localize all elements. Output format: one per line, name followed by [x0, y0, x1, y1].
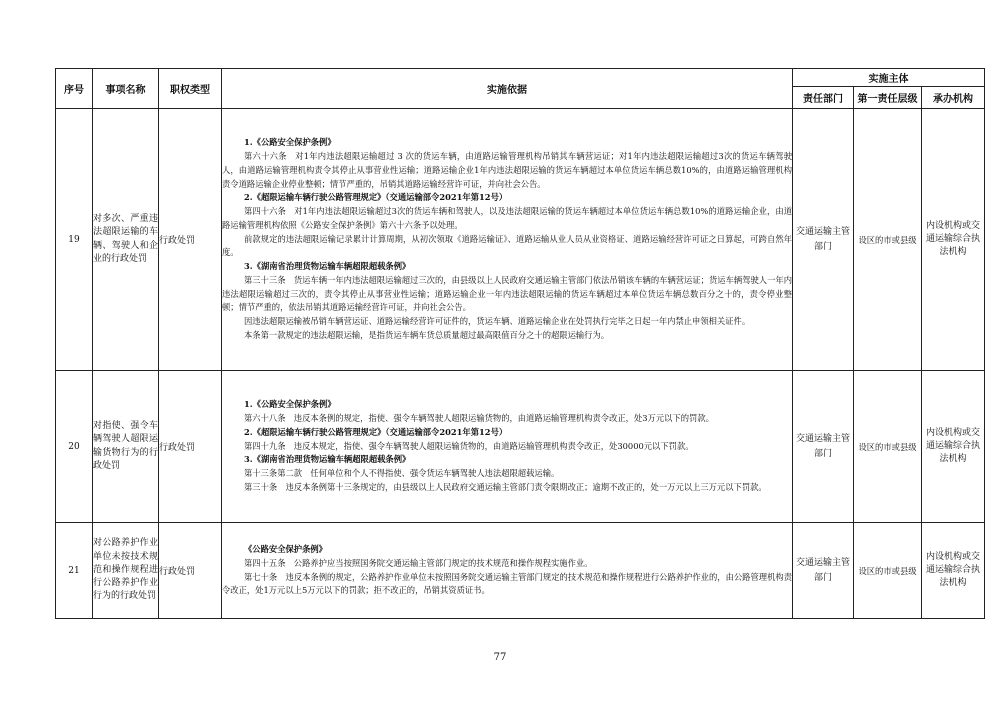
row-org: 内设机构或交通运输综合执法机构 — [922, 523, 985, 619]
table-row — [56, 523, 985, 619]
row-dept: 交通运输主管部门 — [793, 371, 854, 523]
basis-article: 第六十八条 违反本条例的规定，指使、强令车辆驾驶人超限运输货物的，由道路运输管理机构责令改正，处3万元以下的罚款。 — [244, 413, 714, 424]
basis-article: 第三十条 违反本条例第十三条规定的，由县级以上人民政府交通运输主管部门责令限期改正；逾期不改正的，处一万元以上三万元以下罚款。 — [244, 481, 767, 492]
row-name: 对多次、严重违法超限运输的车辆、驾驶人和企业的行政处罚 — [93, 109, 159, 371]
basis-article: 前款规定的违法超限运输记录累计计算周期，从初次领取《道路运输证》、道路运输从业人员从业资格证、道路运输经营许可证之日算起，可跨自然年度。 — [222, 233, 792, 258]
row-level: 设区的市或县级 — [854, 109, 922, 371]
header-name: 事项名称 — [93, 69, 159, 109]
basis-article: 第十三条第二款 任何单位和个人不得指使、强令货运车辆驾驶人违法超限超载运输。 — [244, 468, 560, 479]
basis-law-title: 1.《公路安全保护条例》 — [244, 137, 336, 148]
header-basis: 实施依据 — [222, 69, 793, 109]
row-seq: 21 — [56, 523, 93, 619]
row-seq: 20 — [56, 371, 93, 523]
header-dept: 责任部门 — [793, 87, 854, 109]
page-number: 77 — [493, 652, 507, 663]
basis-article: 第四十六条 对1年内违法超限运输超过3次的货运车辆和驾驶人，以及违法超限运输的货运车辆超过本单位货运车辆总数10%的道路运输企业，由道路运输管理机构依照《公路安全保护条例》第六十六条予以处理。 — [222, 206, 792, 230]
basis-law-title: 《公路安全保护条例》 — [244, 544, 327, 554]
row-seq: 19 — [56, 109, 93, 371]
authority-table — [55, 68, 985, 619]
header-org: 承办机构 — [922, 87, 985, 109]
basis-law-title: 1.《公路安全保护条例》 — [244, 399, 336, 410]
row-level: 设区的市或县级 — [854, 371, 922, 523]
basis-article: 第三十三条 货运车辆一年内违法超限运输超过三次的，由县级以上人民政府交通运输主管部门依法吊销该车辆的车辆营运证；货运车辆驾驶人一年内违法超限运输超过三次的，责令其停止从事营业性运输；道路运输企业一年内违法超限运输的货运车辆超过本单位货运车辆总数百分之十的，责令停业整顿；情节严重的，依法吊销其道路运输经营许可证，并向社会公告。 — [222, 274, 792, 313]
basis-article: 第七十条 违反本条例的规定，公路养护作业单位未按照国务院交通运输主管部门规定的技术规范和操作规程进行公路养护作业的，由公路管理机构责令改正，处1万元以上5万元以下的罚款；拒不改正的，吊销其资质证书。 — [222, 571, 792, 596]
table-row — [56, 109, 985, 371]
row-type: 行政处罚 — [159, 371, 222, 523]
basis-article: 第四十五条 公路养护应当按照国务院交通运输主管部门规定的技术规范和操作规程实施作业。 — [244, 557, 593, 568]
basis-law-title: 2.《超限运输车辆行驶公路管理规定》（交通运输部令2021年第12号） — [244, 426, 508, 437]
row-dept: 交通运输主管部门 — [793, 109, 854, 371]
basis-law-title: 3.《湖南省治理货物运输车辆超限超载条例》 — [244, 454, 411, 465]
row-dept: 交通运输主管部门 — [793, 523, 854, 619]
header-level: 第一责任层级 — [854, 87, 922, 109]
table-row — [56, 371, 985, 523]
row-org: 内设机构或交通运输综合执法机构 — [922, 109, 985, 371]
row-org: 内设机构或交通运输综合执法机构 — [922, 371, 985, 523]
row-basis — [222, 523, 793, 619]
basis-article: 本条第一款规定的违法超限运输，是指货运车辆车货总质量超过最高限值百分之十的超限运输行为。 — [244, 329, 610, 340]
row-name: 对公路养护作业单位未按技术规范和操作规程进行公路养护作业行为的行政处罚 — [93, 523, 159, 619]
header-seq: 序号 — [56, 69, 93, 109]
row-type: 行政处罚 — [159, 523, 222, 619]
basis-law-title: 2.《超限运输车辆行驶公路管理规定》（交通运输部令2021年第12号） — [244, 192, 508, 203]
row-basis — [222, 371, 793, 523]
basis-law-title: 3.《湖南省治理货物运输车辆超限超载条例》 — [244, 261, 411, 272]
row-basis — [222, 109, 793, 371]
row-type: 行政处罚 — [159, 109, 222, 371]
table-body — [56, 109, 985, 619]
header-subject: 实施主体 — [793, 69, 985, 87]
basis-article: 第四十九条 违反本规定，指使、强令车辆驾驶人超限运输货物的，由道路运输管理机构责令改正，处30000元以下罚款。 — [244, 440, 694, 451]
basis-article: 第六十六条 对1年内违法超限运输超过 3 次的货运车辆，由道路运输管理机构吊销其车辆营运证；对1年内违法超限运输超过3次的货运车辆驾驶人，由道路运输管理机构责令其停止从事营业性运输；道路运输企业1年内违法超限运输的货运车辆超过本单位货运车辆总数10%的，由道路运输管理机构责令道路运输企业停业整顿；情节严重的，吊销其道路运输经营许可证，并向社会公告。 — [222, 151, 792, 189]
row-name: 对指使、强令车辆驾驶人超限运输货物行为的行政处罚 — [93, 371, 159, 523]
basis-article: 因违法超限运输被吊销车辆营运证、道路运输经营许可证件的，货运车辆、道路运输企业在处罚执行完毕之日起一年内禁止申领相关证件。 — [244, 316, 751, 327]
header-type: 职权类型 — [159, 69, 222, 109]
row-level: 设区的市或县级 — [854, 523, 922, 619]
